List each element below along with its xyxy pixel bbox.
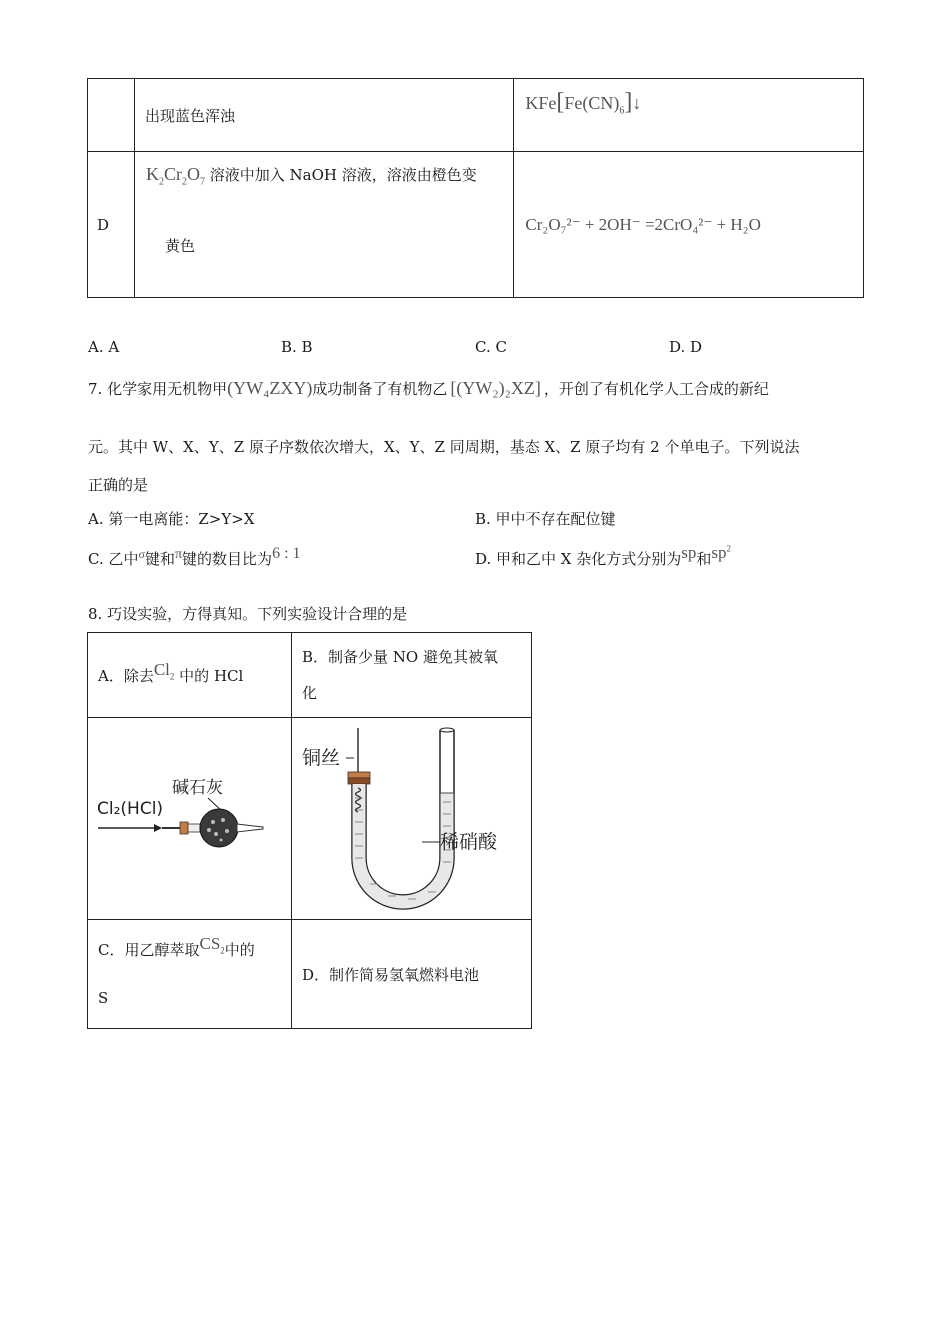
row-d-desc-line2: 黄色	[164, 237, 195, 255]
q8-cell-d[interactable]: D．制作简易氢氧燃料电池	[292, 920, 532, 1029]
q7-formula-jia: (YW₄ZXY)	[227, 378, 313, 398]
figure-a-gas-label: Cl₂(HCl)	[97, 799, 164, 819]
q8-figure-a-cell	[88, 718, 292, 920]
q6-table	[87, 78, 864, 298]
row-c-label	[88, 79, 135, 152]
table-row	[88, 79, 864, 152]
q7-option-a[interactable]: A. 第一电离能：Z>Y>X	[88, 510, 255, 528]
table-row	[88, 633, 532, 718]
q6-option-d[interactable]: D. D	[669, 338, 703, 356]
u-tube-figure	[292, 718, 531, 915]
figure-a-reagent-label: 碱石灰	[172, 778, 223, 798]
q8-stem: 8. 巧设实验，方得真知。下列实验设计合理的是	[88, 605, 408, 623]
q8-table	[87, 632, 532, 1029]
figure-b-wire-label: 铜丝	[302, 747, 341, 769]
q6-option-a[interactable]: A. A	[88, 338, 120, 356]
q7-stem-line3: 正确的是	[88, 476, 149, 494]
row-c-phenomenon: 出现蓝色浑浊	[144, 106, 235, 125]
table-row	[88, 718, 532, 920]
q7-option-c[interactable]: C. 乙中$^\sigma$键和$^\pi$键的数目比为$^{6 : 1}$	[88, 545, 301, 568]
drying-tube-figure	[88, 718, 291, 915]
figure-b-acid-label: 稀硝酸	[440, 831, 498, 853]
q6-option-b[interactable]: B. B	[281, 338, 313, 356]
q8-cell-b[interactable]: B．制备少量 NO 避免其被氧 化	[292, 633, 532, 718]
q7-option-d[interactable]: D. 甲和乙中 X 杂化方式分别为$^{sp}$和$^{sp^2}$	[475, 543, 732, 568]
table-row	[88, 152, 864, 298]
table-row	[88, 920, 532, 1029]
row-d-desc-line1: 溶液中加入 NaOH 溶液，溶液由橙色变	[209, 166, 477, 184]
q8-cell-a[interactable]: A．除去$^{Cl_2}$ 中的 HCl	[88, 633, 292, 718]
q7-option-b[interactable]: B. 甲中不存在配位键	[475, 510, 616, 528]
q7-formula-yi: [(YW₂)₂XZ]	[450, 378, 541, 398]
row-d-label: D	[97, 215, 110, 234]
row-d-reagent: $K_2Cr_2O_7$ 溶液中加入 NaOH 溶液，溶液由橙色变	[145, 164, 477, 188]
q7-stem-line2: 元。其中 W、X、Y、Z 原子序数依次增大，X、Y、Z 同周期，基态 X、Z 原子均有 2 个单电子。下列说法	[88, 438, 800, 456]
row-d-equation: Cr₂O₇²⁻ + 2OH⁻ =2CrO₄²⁻ + H₂O	[525, 214, 761, 234]
row-c-equation: $KFe[Fe(CN)_6]↓$	[525, 89, 642, 117]
q8-cell-c[interactable]: C．用乙醇萃取$^{CS_2}$中的 S	[88, 920, 292, 1029]
q8-figure-b-cell	[292, 718, 532, 920]
q6-option-c[interactable]: C. C	[475, 338, 507, 356]
q7-stem: 7. 化学家用无机物甲(YW₄ZXY)成功制备了有机物乙 [(YW₂)₂XZ] ，开创了有机化学人工合成的新纪	[88, 378, 769, 398]
